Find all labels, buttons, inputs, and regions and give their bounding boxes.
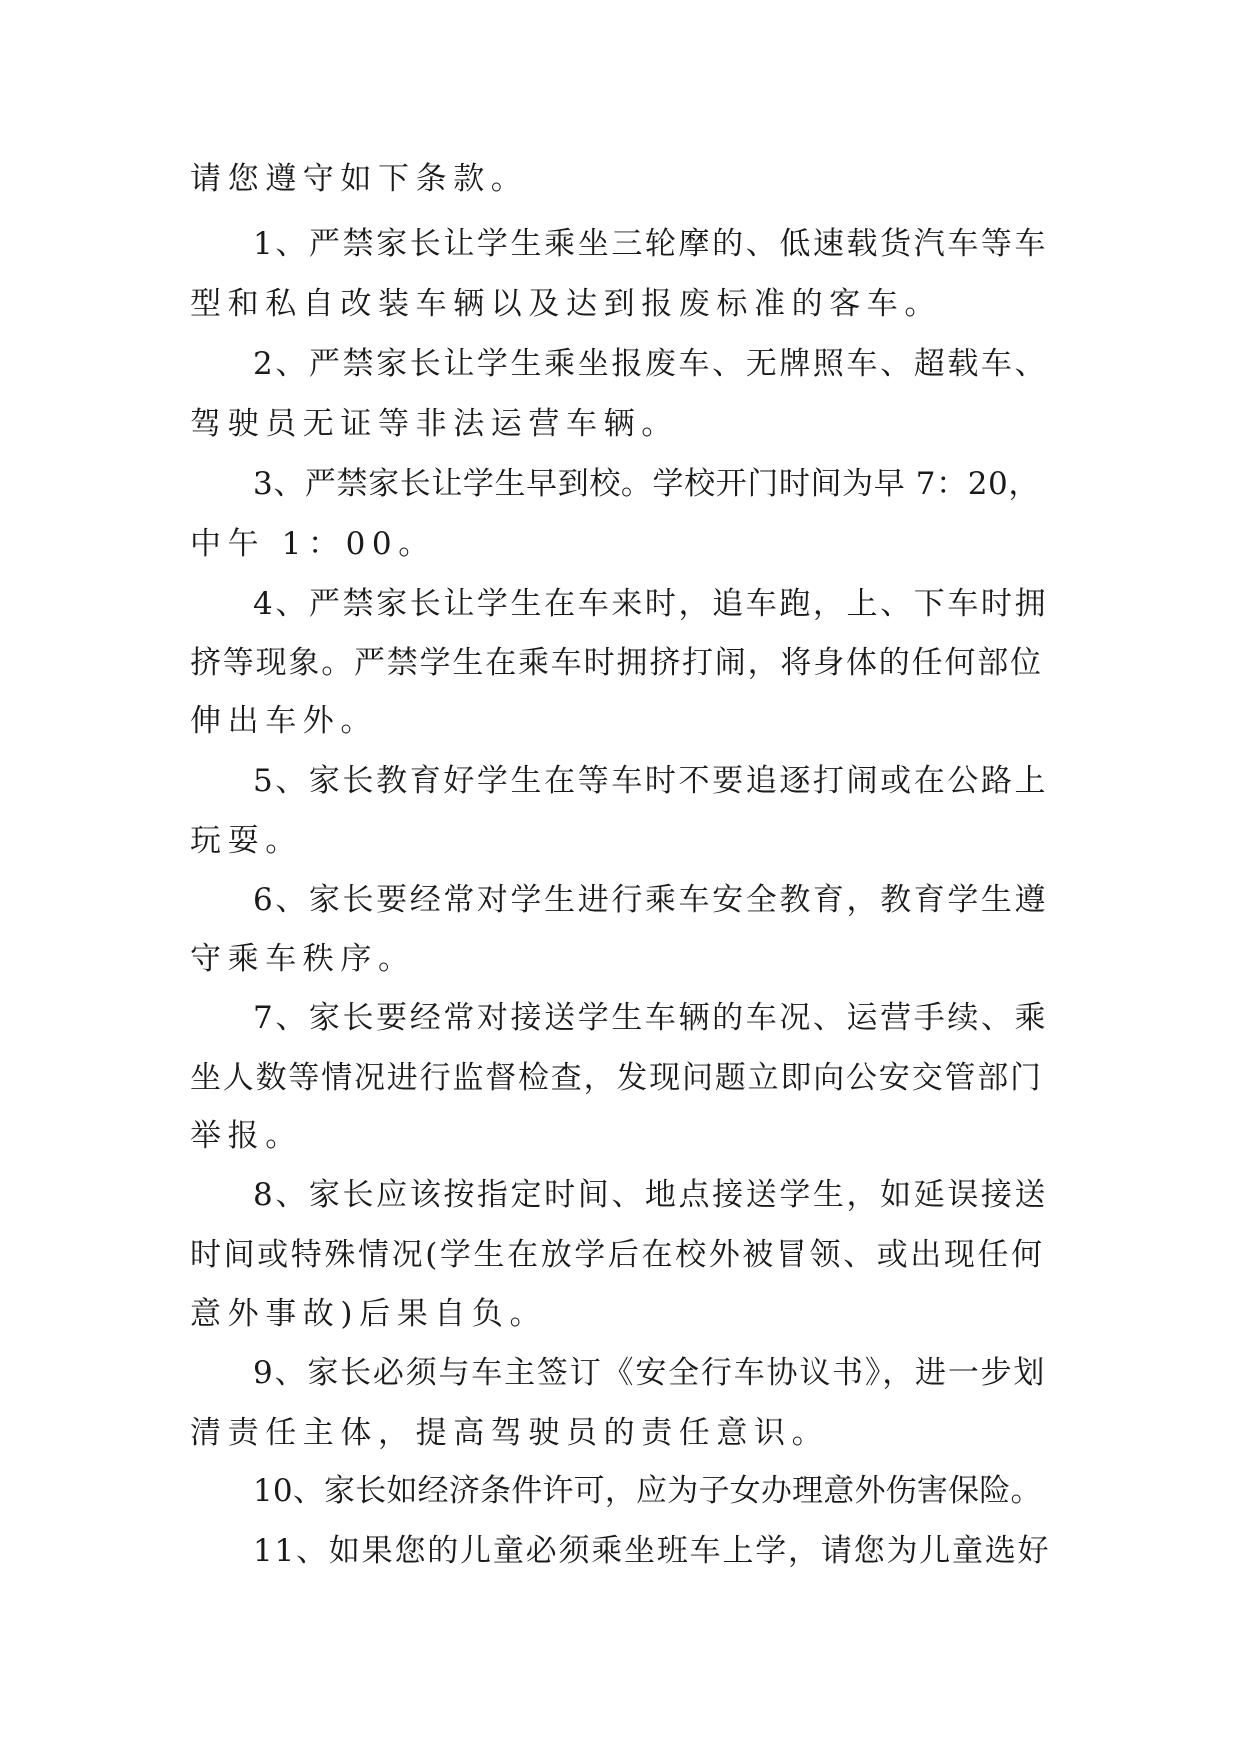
text-line: 玩耍。 [190, 823, 303, 859]
text-line: 11、如果您的儿童必须乘坐班车上学，请您为儿童选好 [253, 1533, 1051, 1569]
text-line: 7、家长要经常对接送学生车辆的车况、运营手续、乘 [253, 1000, 1049, 1036]
text-line: 2、严禁家长让学生乘坐报废车、无牌照车、超载车、 [253, 346, 1049, 382]
text-line: 1、严禁家长让学生乘坐三轮摩的、低速载货汽车等车 [253, 226, 1049, 262]
text-line: 5、家长教育好学生在等车时不要追逐打闹或在公路上 [253, 763, 1049, 799]
text-line: 6、家长要经常对学生进行乘车安全教育，教育学生遵 [253, 882, 1049, 918]
text-line: 4、严禁家长让学生在车来时，追车跑，上、下车时拥 [253, 586, 1049, 622]
text-line: 意外事故)后果自负。 [190, 1296, 548, 1332]
text-line: 挤等现象。严禁学生在乘车时拥挤打闹，将身体的任何部位 [190, 645, 1043, 681]
text-line: 时间或特殊情况(学生在放学后在校外被冒领、或出现任何 [190, 1237, 1045, 1273]
text-line: 举报。 [190, 1118, 303, 1154]
text-line: 清责任主体，提高驾驶员的责任意识。 [190, 1415, 830, 1451]
text-line: 8、家长应该按指定时间、地点接送学生，如延误接送 [253, 1177, 1049, 1213]
text-line: 中午 1：00。 [190, 526, 436, 562]
text-line: 驾驶员无证等非法运营车辆。 [190, 406, 679, 442]
text-line: 坐人数等情况进行监督检查，发现问题立即向公安交管部门 [190, 1060, 1043, 1096]
text-line: 3、严禁家长让学生早到校。学校开门时间为早 7：20， [253, 466, 1040, 502]
text-line: 伸出车外。 [190, 703, 378, 739]
text-line: 请您遵守如下条款。 [190, 161, 529, 197]
text-line: 型和私自改装车辆以及达到报废标准的客车。 [190, 286, 942, 322]
text-line: 守乘车秩序。 [190, 941, 416, 977]
text-line: 9、家长必须与车主签订《安全行车协议书》，进一步划 [253, 1355, 1047, 1391]
text-line: 10、家长如经济条件许可，应为子女办理意外伤害保险。 [253, 1473, 1042, 1509]
